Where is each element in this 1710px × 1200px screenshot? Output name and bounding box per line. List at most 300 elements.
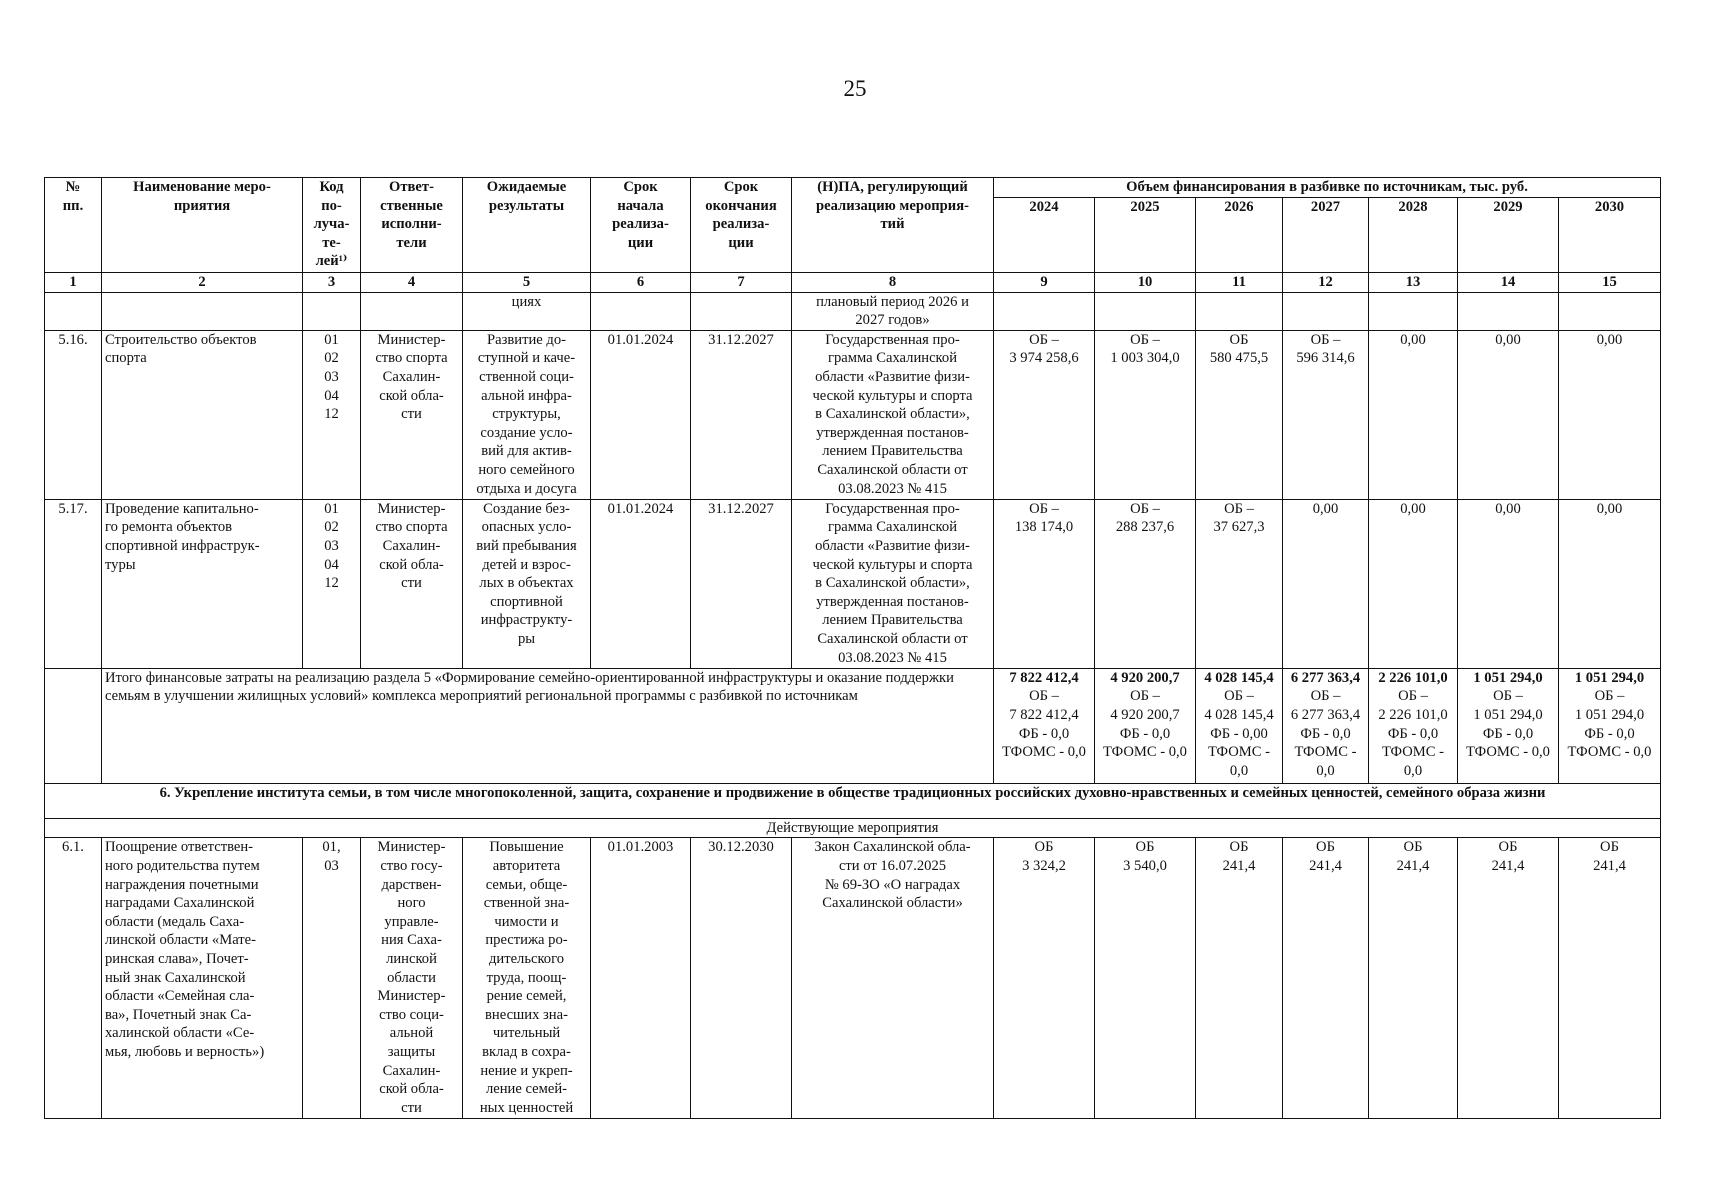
row-expected <box>463 330 591 499</box>
cell-line: тий <box>880 216 905 233</box>
cell-line: 0,00 <box>1495 500 1521 517</box>
cell-line: ство спорта <box>375 350 448 367</box>
cell-line: 596 314,6 <box>1296 350 1355 367</box>
cell-line: внесших зна- <box>485 1006 568 1023</box>
cell-line: ской обла- <box>379 1081 444 1098</box>
cell-line: ФБ - 0,00 <box>1210 725 1268 742</box>
cell-line: (Н)ПА, регулирующий <box>817 179 968 195</box>
cell-line: ОБ – <box>1130 500 1160 517</box>
column-number: 13 <box>1369 273 1458 293</box>
column-number: 1 <box>45 273 102 293</box>
header-row-1 <box>45 178 1661 198</box>
cell-line: ственной зна- <box>483 895 570 912</box>
cell-line: Закон Сахалинской обла- <box>814 839 971 856</box>
cell-line: 4 920 200,7 <box>1110 706 1180 723</box>
cell-line: го ремонта объектов <box>105 519 233 536</box>
cell-line: утвержденная постанов- <box>816 424 969 441</box>
cell-line: Сахалин- <box>382 368 441 385</box>
cell-line: начала <box>617 197 664 214</box>
cell-line: награждения почетными <box>105 876 259 893</box>
header-name <box>102 178 303 273</box>
cell-line: грамма Сахалинской <box>827 350 957 367</box>
cell-line: 1 051 294,0 <box>1574 706 1645 723</box>
total-fin <box>1458 668 1559 783</box>
continuation-row <box>45 292 1661 330</box>
cell-line: лением Правительства <box>822 443 963 460</box>
header-code <box>303 178 361 273</box>
cell-line: 1 051 294,0 <box>1473 669 1543 686</box>
row-end: 31.12.2027 <box>691 499 792 668</box>
cell-line: сти <box>401 1099 422 1116</box>
cell-line: ступной и каче- <box>477 350 576 367</box>
cell-line: управле- <box>384 913 439 930</box>
row-npa <box>792 330 994 499</box>
total-fin <box>1095 668 1196 783</box>
cell-line: луча- <box>313 216 350 233</box>
row-codes <box>303 838 361 1119</box>
cell-line: ской обла- <box>379 387 444 404</box>
cell-line: 6 277 363,4 <box>1290 669 1361 686</box>
total-fin <box>1559 668 1661 783</box>
cell-line: ФБ - 0,0 <box>1119 725 1171 742</box>
cell-line: ного семейного <box>478 461 575 478</box>
row-fin <box>1369 838 1458 1119</box>
header-expected <box>463 178 591 273</box>
cell-line: альной инфра- <box>481 387 572 404</box>
cell-line: 3 540,0 <box>1123 857 1167 874</box>
cell-line: 37 627,3 <box>1213 519 1265 536</box>
cell-line: Государственная про- <box>825 331 960 348</box>
column-number: 7 <box>691 273 792 293</box>
cell-line: ФБ - 0,0 <box>1387 725 1439 742</box>
cell-line: опасных усло- <box>481 519 572 536</box>
row-npa <box>792 838 994 1119</box>
row-end: 31.12.2027 <box>691 330 792 499</box>
row-number: 5.16. <box>45 330 102 499</box>
row-codes <box>303 330 361 499</box>
cell-line: сти <box>401 406 422 423</box>
cell-line: ных ценностей <box>479 1099 574 1116</box>
row-npa <box>792 499 994 668</box>
cell-line: ния Саха- <box>381 932 442 949</box>
cell-line: реализа- <box>712 216 770 233</box>
cell-line: дительского <box>488 950 565 967</box>
row-number: 5.17. <box>45 499 102 668</box>
cell-line: ТФОМС - <box>1294 744 1357 761</box>
cell-line: 1 051 294,0 <box>1473 706 1543 723</box>
cell-line: ОБ – <box>1493 688 1523 705</box>
column-number: 8 <box>792 273 994 293</box>
cell-line: 241,4 <box>1222 857 1256 874</box>
continuation-npa <box>792 292 994 330</box>
cell-line: Министер- <box>377 988 446 1005</box>
row-name <box>102 499 303 668</box>
column-number: 9 <box>994 273 1095 293</box>
cell-line: ОБ – <box>1224 688 1254 705</box>
cell-line: спорта <box>105 350 147 367</box>
cell-line: ного родительства путем <box>105 857 260 874</box>
cell-line: 7 822 412,4 <box>1009 669 1079 686</box>
total-fin <box>1283 668 1369 783</box>
cell-line: ОБ – <box>1130 688 1160 705</box>
cell-line: ство соци- <box>379 1006 444 1023</box>
cell-line: линской <box>386 950 437 967</box>
cell-line: халинской области «Се- <box>105 1025 255 1042</box>
cell-line: детей и взрос- <box>482 556 571 573</box>
cell-line: Наименование меро- <box>133 179 271 195</box>
column-number: 5 <box>463 273 591 293</box>
cell-line: области «Развитие физи- <box>815 368 970 385</box>
cell-line: наградами Сахалинской <box>105 895 255 912</box>
cell-line: 03 <box>324 537 339 554</box>
row-fin <box>1095 330 1196 499</box>
header-npa <box>792 178 994 273</box>
row-start: 01.01.2024 <box>591 330 691 499</box>
cell-line: 4 920 200,7 <box>1110 669 1180 686</box>
cell-line: грамма Сахалинской <box>827 519 957 536</box>
cell-line: авторитета <box>492 857 561 874</box>
cell-line: защиты <box>387 1043 436 1060</box>
cell-line: 1 051 294,0 <box>1574 669 1645 686</box>
column-number: 3 <box>303 273 361 293</box>
cell-line: ОБ – <box>1029 331 1059 348</box>
cell-line: Повышение <box>489 839 564 856</box>
cell-line: в Сахалинской области», <box>815 575 970 592</box>
cell-line: ФБ - 0,0 <box>1584 725 1635 742</box>
cell-line: 2 226 101,0 <box>1378 669 1448 686</box>
cell-line: вклад в сохра- <box>482 1043 571 1060</box>
column-number: 4 <box>361 273 463 293</box>
cell-line: области «Развитие физи- <box>815 537 970 554</box>
cell-line: ФБ - 0,0 <box>1300 725 1351 742</box>
cell-line: ТФОМС - 0,0 <box>1103 744 1187 761</box>
cell-line: лых в объектах <box>479 575 574 592</box>
header-year: 2030 <box>1559 197 1661 272</box>
section-title: 6. Укрепление института семьи, в том числе многопоколенной, защита, сохранение и продвижение в обществе традиционных российских духовно-нравственных и семейных ценностей, семейного образа жизни <box>45 783 1661 818</box>
cell-line: ОБ <box>1498 839 1518 856</box>
row-fin <box>1458 499 1559 668</box>
cell-line: 241,4 <box>1593 857 1626 874</box>
cell-line: мья, любовь и верность») <box>105 1043 265 1060</box>
cell-line: 03 <box>324 368 339 385</box>
cell-line: ного <box>397 895 426 912</box>
header-year: 2026 <box>1196 197 1283 272</box>
cell-line: ОБ <box>1135 839 1155 856</box>
cell-line: ТФОМС - 0,0 <box>1466 744 1550 761</box>
cell-line: вий для актив- <box>481 443 572 460</box>
cell-line: № <box>65 179 81 195</box>
row-start: 01.01.2003 <box>591 838 691 1119</box>
section-subtitle-row <box>45 818 1661 838</box>
cell-line: Сахалинской области от <box>817 461 968 478</box>
continuation-expected <box>463 292 591 330</box>
cell-line: дарствен- <box>381 876 442 893</box>
cell-line: приятия <box>173 197 231 214</box>
cell-line: труда, поощ- <box>486 969 567 986</box>
row-fin <box>1559 499 1661 668</box>
cell-line: ОБ <box>1600 839 1619 856</box>
cell-line: ОБ – <box>1029 500 1059 517</box>
header-year: 2029 <box>1458 197 1559 272</box>
cell-line: сти от 16.07.2025 <box>838 857 947 874</box>
column-numbers-row <box>45 273 1661 293</box>
total-row <box>45 668 1661 783</box>
cell-line: туры <box>105 556 136 573</box>
cell-line: результаты <box>488 197 565 214</box>
cell-line: рение семей, <box>486 988 567 1005</box>
row-responsible <box>361 838 463 1119</box>
cell-line: спортивной <box>490 593 563 610</box>
header-year: 2028 <box>1369 197 1458 272</box>
cell-line: исполни- <box>381 216 442 233</box>
cell-line: 0,0 <box>1229 762 1249 779</box>
row-fin <box>1559 838 1661 1119</box>
cell-line: ской обла- <box>379 556 444 573</box>
cell-line: нение и укреп- <box>480 1062 573 1079</box>
cell-line: Министер- <box>377 839 446 856</box>
cell-line: № 69-ЗО «О наградах <box>824 876 961 893</box>
cell-line: Поощрение ответствен- <box>105 839 254 856</box>
row-codes <box>303 499 361 668</box>
cell-line: ции <box>627 234 654 251</box>
cell-line: реализацию мероприя- <box>816 197 969 214</box>
cell-line: по- <box>321 197 342 214</box>
cell-line: ФБ - 0,0 <box>1482 725 1534 742</box>
cell-line: 02 <box>324 350 339 367</box>
cell-line: области «Семейная сла- <box>105 988 255 1005</box>
cell-line: Создание без- <box>483 500 570 517</box>
row-responsible <box>361 330 463 499</box>
cell-line: Министер- <box>377 500 446 517</box>
row-fin <box>1369 330 1458 499</box>
cell-line: 12 <box>324 575 339 592</box>
cell-line: 02 <box>324 519 339 536</box>
row-fin <box>1095 499 1196 668</box>
cell-line: альной <box>389 1025 434 1042</box>
cell-line: 0,00 <box>1596 331 1623 348</box>
cell-line: 4 028 145,4 <box>1204 669 1274 686</box>
cell-line: 03 <box>324 857 339 874</box>
row-fin <box>1458 838 1559 1119</box>
row-fin <box>994 499 1095 668</box>
header-year: 2027 <box>1283 197 1369 272</box>
cell-line: ринская слава», Почет- <box>105 950 249 967</box>
cell-line: Министер- <box>377 331 446 348</box>
column-number: 6 <box>591 273 691 293</box>
cell-line: Срок <box>723 179 759 195</box>
cell-line: ОБ – <box>1310 688 1341 705</box>
cell-line: 01, <box>322 839 341 856</box>
cell-line: Срок <box>623 179 658 195</box>
cell-line: 2 226 101,0 <box>1378 706 1448 723</box>
cell-line: лей¹⁾ <box>315 253 348 270</box>
cell-line: Развитие до- <box>487 331 566 348</box>
cell-line: отдыха и досуга <box>476 480 577 497</box>
cell-line: линской области «Мате- <box>105 932 257 949</box>
cell-line: ческой культуры и спорта <box>812 387 973 404</box>
column-number: 2 <box>102 273 303 293</box>
cell-line: 03.08.2023 № 415 <box>838 649 947 666</box>
total-fin <box>1369 668 1458 783</box>
row-start: 01.01.2024 <box>591 499 691 668</box>
cell-line: инфраструкту- <box>480 612 573 629</box>
cell-line: реализа- <box>612 216 669 233</box>
cell-line: семьи, обще- <box>485 876 568 893</box>
row-fin <box>1283 330 1369 499</box>
cell-line: 0,0 <box>1316 762 1335 779</box>
cell-line: ФБ - 0,0 <box>1018 725 1070 742</box>
cell-line: ственной соци- <box>479 368 574 385</box>
cell-line: создание усло- <box>480 424 573 441</box>
header-num <box>45 178 102 273</box>
cell-line: Строительство объектов <box>105 331 257 348</box>
table-row <box>45 838 1661 1119</box>
cell-line: 0,00 <box>1400 331 1426 348</box>
header-start <box>591 178 691 273</box>
cell-line: 04 <box>324 556 339 573</box>
page-number: 25 <box>843 76 867 101</box>
cell-line: в Сахалинской области», <box>815 406 970 423</box>
cell-line: 6 277 363,4 <box>1290 706 1361 723</box>
row-fin <box>1196 838 1283 1119</box>
program-table <box>44 177 1661 1119</box>
row-fin <box>1196 330 1283 499</box>
cell-line: 0,00 <box>1596 500 1623 517</box>
row-responsible <box>361 499 463 668</box>
total-text: Итого финансовые затраты на реализацию раздела 5 «Формирование семейно-ориентированной инфраструктуры и оказание поддержки семьям в улучшении жилищных условий» комплекса мероприятий региональной программы с разбивкой по источникам <box>102 668 994 783</box>
cell-line: ление семей- <box>485 1081 568 1098</box>
row-fin <box>1369 499 1458 668</box>
cell-line: ОБ – <box>1029 688 1059 705</box>
row-fin <box>1283 499 1369 668</box>
cell-line: чительный <box>492 1025 561 1042</box>
cell-line: ство госу- <box>380 857 443 874</box>
row-name <box>102 330 303 499</box>
cell-line: 7 822 412,4 <box>1009 706 1079 723</box>
cell-line: пп. <box>62 197 84 214</box>
cell-line: окончания <box>705 197 777 214</box>
cell-line: циях <box>511 293 542 310</box>
cell-line: Сахалин- <box>382 537 441 554</box>
cell-line: ОБ <box>1229 331 1249 348</box>
cell-line: ОБ <box>1034 839 1054 856</box>
cell-line: 01 <box>324 500 339 517</box>
cell-line: ва», Почетный знак Са- <box>105 1006 252 1023</box>
header-responsible <box>361 178 463 273</box>
column-number: 12 <box>1283 273 1369 293</box>
cell-line: ТФОМС - 0,0 <box>1567 744 1652 761</box>
header-end <box>691 178 792 273</box>
cell-line: ОБ – <box>1310 331 1341 348</box>
cell-line: лением Правительства <box>822 612 963 629</box>
total-fin <box>1196 668 1283 783</box>
column-number: 10 <box>1095 273 1196 293</box>
row-expected <box>463 499 591 668</box>
cell-line: 01 <box>324 331 339 348</box>
cell-line: 241,4 <box>1491 857 1525 874</box>
cell-line: 138 174,0 <box>1014 519 1074 536</box>
row-number: 6.1. <box>45 838 102 1119</box>
column-number: 15 <box>1559 273 1661 293</box>
cell-line: Государственная про- <box>825 500 960 517</box>
column-number: 14 <box>1458 273 1559 293</box>
row-end: 30.12.2030 <box>691 838 792 1119</box>
cell-line: ры <box>517 630 536 647</box>
cell-line: области (медаль Саха- <box>105 913 245 930</box>
cell-line: тели <box>396 234 427 251</box>
cell-line: те- <box>322 234 341 251</box>
total-fin <box>994 668 1095 783</box>
header-financing: Объем финансирования в разбивке по источникам, тыс. руб. <box>994 178 1661 198</box>
cell-line: 3 974 258,6 <box>1009 350 1079 367</box>
cell-line: ТФОМС - 0,0 <box>1002 744 1086 761</box>
cell-line: ный знак Сахалинской <box>105 969 246 986</box>
row-fin <box>994 838 1095 1119</box>
cell-line: области <box>387 969 436 986</box>
cell-line: ственные <box>380 197 443 214</box>
cell-line: чимости и <box>494 913 559 930</box>
cell-line: спортивной инфраструк- <box>105 537 260 554</box>
cell-line: Сахалинской области от <box>817 630 968 647</box>
cell-line: престижа ро- <box>485 932 568 949</box>
cell-line: ТФОМС - <box>1381 744 1445 761</box>
cell-line: Ответ- <box>389 179 434 195</box>
cell-line: сти <box>401 575 422 592</box>
cell-line: Сахалинской области» <box>822 895 963 912</box>
cell-line: вий пребывания <box>476 537 577 554</box>
row-fin <box>1559 330 1661 499</box>
cell-line: 3 324,2 <box>1022 857 1066 874</box>
cell-line: ОБ <box>1229 839 1249 856</box>
section-subtitle: Действующие мероприятия <box>45 818 1661 838</box>
cell-line: ческой культуры и спорта <box>812 556 973 573</box>
cell-line: ТФОМС - <box>1207 744 1271 761</box>
cell-line: 03.08.2023 № 415 <box>838 480 947 497</box>
row-name <box>102 838 303 1119</box>
cell-line: Код <box>319 179 344 195</box>
cell-line: 0,00 <box>1312 500 1339 517</box>
header-year: 2024 <box>994 197 1095 272</box>
row-fin <box>1095 838 1196 1119</box>
cell-line: ОБ – <box>1224 500 1254 517</box>
cell-line: 2027 годов» <box>855 312 930 329</box>
cell-line: Сахалин- <box>382 1062 441 1079</box>
cell-line: 241,4 <box>1309 857 1342 874</box>
header-year: 2025 <box>1095 197 1196 272</box>
section-title-row <box>45 783 1661 818</box>
cell-line: ОБ – <box>1398 688 1428 705</box>
cell-line: 0,0 <box>1403 762 1423 779</box>
cell-line: 1 003 304,0 <box>1110 350 1180 367</box>
cell-line: Проведение капитально- <box>105 500 259 517</box>
cell-line: Ожидаемые <box>486 179 567 195</box>
cell-line: плановый период 2026 и <box>816 293 969 310</box>
row-fin <box>1458 330 1559 499</box>
row-fin <box>1196 499 1283 668</box>
cell-line: 0,00 <box>1400 500 1426 517</box>
cell-line: ОБ <box>1403 839 1423 856</box>
cell-line: утвержденная постанов- <box>816 593 969 610</box>
cell-line: 0,00 <box>1495 331 1521 348</box>
cell-line: ОБ – <box>1594 688 1625 705</box>
cell-line: ство спорта <box>375 519 448 536</box>
cell-line: ОБ – <box>1130 331 1160 348</box>
cell-line: 4 028 145,4 <box>1204 706 1274 723</box>
column-number: 11 <box>1196 273 1283 293</box>
row-fin <box>994 330 1095 499</box>
cell-line: ции <box>728 234 754 251</box>
cell-line: 580 475,5 <box>1209 350 1269 367</box>
